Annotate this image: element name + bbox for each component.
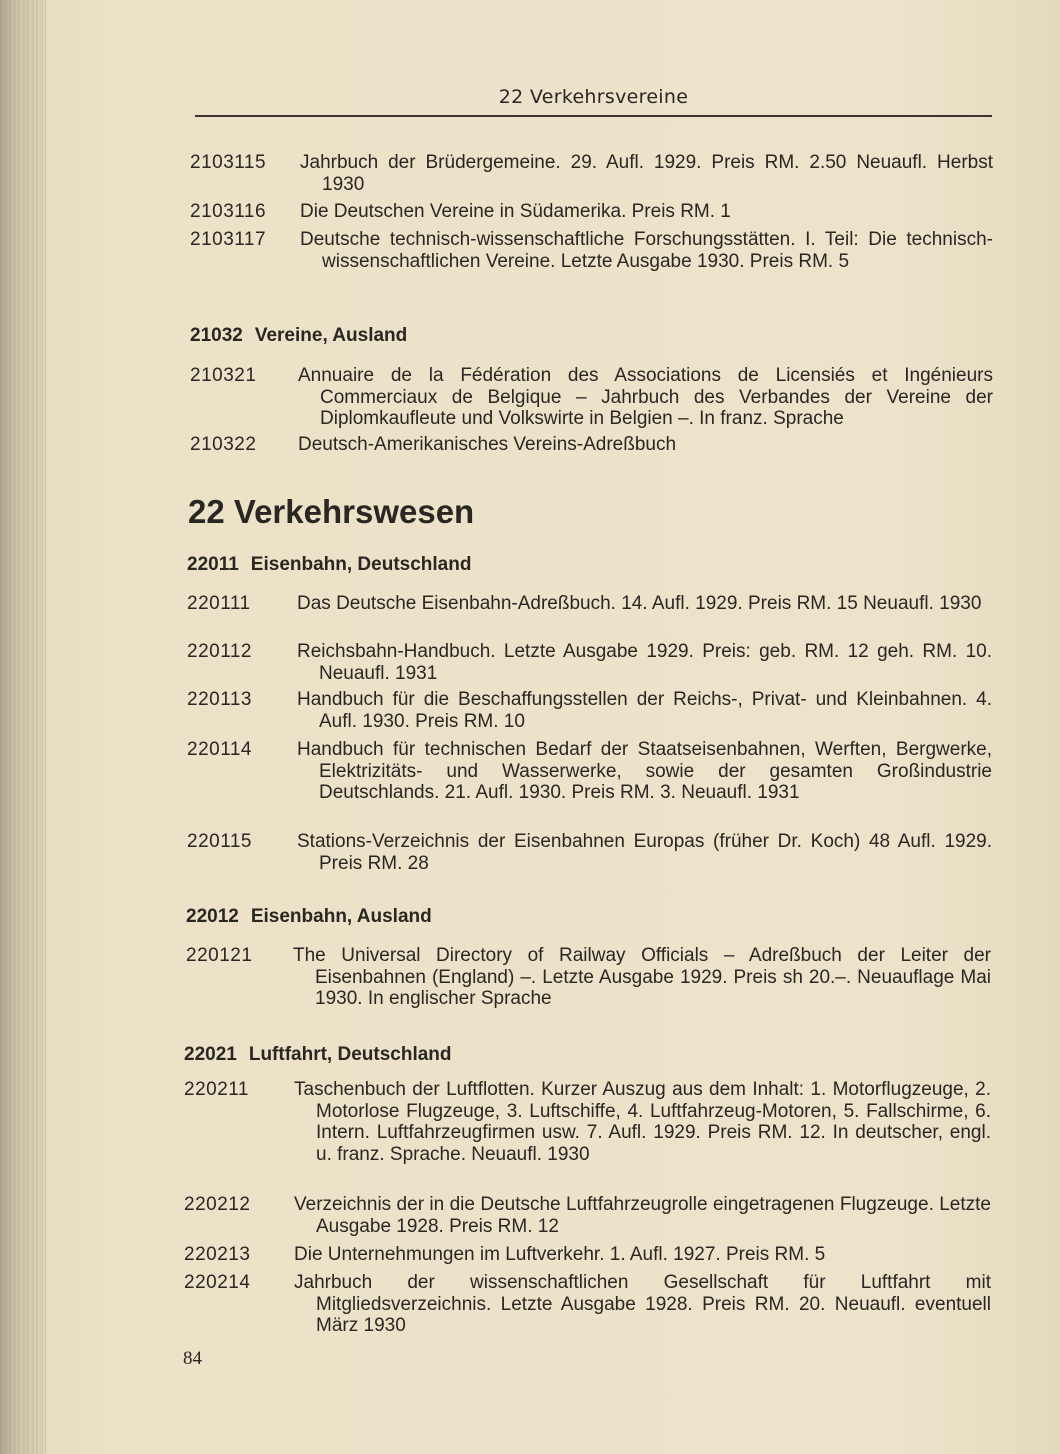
binding-gutter xyxy=(0,0,46,1454)
entry-code: 2103117 xyxy=(190,229,267,250)
entry-text: Das Deutsche Eisenbahn-Adreßbuch. 14. Aufl. 1929. Preis RM. 15 Neuaufl. 1930 xyxy=(297,593,982,614)
entry-text: Jahrbuch der Brüdergemeine. 29. Aufl. 1929. Preis RM. 2.50 Neuaufl. Herbst 1930 xyxy=(300,152,993,195)
section-title: Vereine, Ausland xyxy=(254,325,408,346)
section-title: Eisenbahn, Deutschland xyxy=(250,554,472,575)
section-title: Luftfahrt, Deutschland xyxy=(248,1044,452,1065)
entry-text: Annuaire de la Fédération des Associations de Licensiés et Ingénieurs Commerciaux de Belgique – Jahrbuch des Verbandes der Vereine der Diplomkaufleute und Volkswirte in Belgien –. In franz. Sprache xyxy=(298,365,993,429)
section-heading xyxy=(190,325,407,347)
entry-text: Deutsche technisch-wissenschaftliche Forschungsstätten. I. Teil: Die technisch-wissenschaftlichen Vereine. Letzte Ausgabe 1930. Preis RM. 5 xyxy=(300,229,993,272)
entry-text: Taschenbuch der Luftflotten. Kurzer Auszug aus dem Inhalt: 1. Motorflugzeuge, 2. Motorlose Flugzeuge, 3. Luftschiffe, 4. Luftfahrzeug-Motoren, 5. Fallschirme, 6. Intern. Luftfahrzeugfirmen usw. 7. Aufl. 1929. Preis RM. 12. In deutscher, engl. u. franz. Sprache. Neuaufl. 1930 xyxy=(294,1079,991,1165)
entry-text: Handbuch für die Beschaffungsstellen der Reichs-, Privat- und Kleinbahnen. 4. Aufl. 1930. Preis RM. 10 xyxy=(297,689,992,732)
section-title: Eisenbahn, Ausland xyxy=(250,906,432,927)
entry-text: Reichsbahn-Handbuch. Letzte Ausgabe 1929. Preis: geb. RM. 12 geh. RM. 10. Neuaufl. 1931 xyxy=(297,641,992,684)
entry-code: 220211 xyxy=(184,1079,249,1100)
entry-code: 220212 xyxy=(184,1194,251,1215)
entry-text: Jahrbuch der wissenschaftlichen Gesellschaft für Luftfahrt mit Mitgliedsverzeichnis. Letzte Ausgabe 1928. Preis RM. 20. Neuaufl. eventuell März 1930 xyxy=(294,1272,991,1336)
entry-code: 2103115 xyxy=(190,152,267,173)
header-rule xyxy=(195,115,992,117)
section-heading xyxy=(186,906,432,928)
entry-text: The Universal Directory of Railway Officials – Adreßbuch der Leiter der Eisenbahnen (England) –. Letzte Ausgabe 1929. Preis sh 20.–. Neuauflage Mai 1930. In englischer Sprache xyxy=(293,945,991,1009)
section-number: 22012 xyxy=(186,906,239,927)
entry-text: Deutsch-Amerikanisches Vereins-Adreßbuch xyxy=(298,434,677,455)
entry-code: 210322 xyxy=(190,434,257,455)
section-number: 22011 xyxy=(187,554,239,575)
entry-code: 220115 xyxy=(187,831,252,852)
page-number: 84 xyxy=(183,1348,202,1369)
entry-code: 220111 xyxy=(187,593,251,614)
entry-text: Handbuch für technischen Bedarf der Staatseisenbahnen, Werften, Bergwerke, Elektrizitäts- und Wasserwerke, sowie der gesamten Großindustrie Deutschlands. 21. Aufl. 1930. Preis RM. 3. Neuaufl. 1931 xyxy=(297,739,992,803)
chapter-title: 22 Verkehrswesen xyxy=(188,493,475,530)
section-heading xyxy=(184,1044,452,1066)
entry-code: 2103116 xyxy=(190,201,267,222)
entry-code: 210321 xyxy=(190,365,257,386)
entry-text: Stations-Verzeichnis der Eisenbahnen Europas (früher Dr. Koch) 48 Aufl. 1929. Preis RM. 28 xyxy=(297,831,992,874)
entry-code: 220113 xyxy=(187,689,252,710)
entry-text: Die Unternehmungen im Luftverkehr. 1. Aufl. 1927. Preis RM. 5 xyxy=(294,1244,826,1265)
entry-text: Die Deutschen Vereine in Südamerika. Preis RM. 1 xyxy=(300,201,731,222)
running-head: 22 Verkehrsvereine xyxy=(498,86,689,108)
section-number: 21032 xyxy=(190,325,243,346)
entry-code: 220112 xyxy=(187,641,252,662)
entry-text: Verzeichnis der in die Deutsche Luftfahrzeugrolle eingetragenen Flugzeuge. Letzte Ausgabe 1928. Preis RM. 12 xyxy=(294,1194,991,1237)
entry-code: 220214 xyxy=(184,1272,251,1293)
entry-code: 220213 xyxy=(184,1244,251,1265)
entry-code: 220121 xyxy=(186,945,253,966)
section-number: 22021 xyxy=(184,1044,237,1065)
entry-code: 220114 xyxy=(187,739,252,760)
section-heading xyxy=(187,554,471,576)
